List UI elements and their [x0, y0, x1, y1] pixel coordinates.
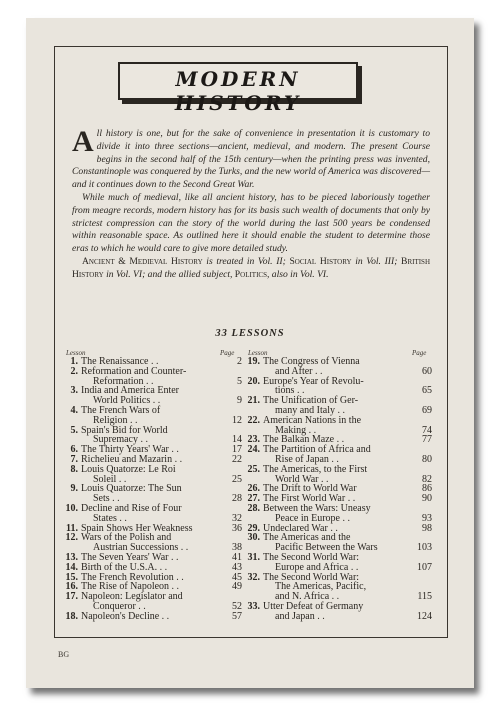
lesson-title — [263, 377, 408, 397]
lesson-title-line: The Congress of Vienna — [263, 356, 360, 367]
lesson-title-line: Louis Quatorze: The Sun — [81, 483, 182, 495]
lesson-title-line: and After . . — [263, 367, 408, 377]
lesson-number: 26. — [247, 483, 260, 495]
lesson-title — [81, 592, 218, 612]
lesson-page: 36 — [232, 522, 242, 534]
lessons-column-right — [246, 357, 432, 622]
ref-social-history: Social History — [289, 255, 352, 267]
ref-text-4: , also in Vol. VI. — [266, 268, 329, 280]
lesson-number: 13. — [65, 551, 78, 563]
lesson-title-line: Between the Wars: Uneasy — [263, 502, 371, 514]
lesson-title-line: Spain's Bid for World — [81, 424, 168, 436]
lesson-page: 77 — [422, 434, 432, 446]
lesson-number: 15. — [65, 571, 78, 583]
lesson-title-line: The Second World War: — [263, 551, 360, 563]
lesson-number: 28. — [247, 502, 260, 514]
lesson-title — [81, 504, 218, 524]
lesson-title-line: The Rise of Napoleon . . — [81, 582, 218, 592]
intro-paragraph-2: While much of medieval, like all ancient history, has to be pieced laboriously together from meagre records, modern history has for its basis such wealth of documents that only by strictest compression can the story of the world during the last 500 years be condensed within reasonable space. As outlined here it should enable the student to determine those eras to which he would care to give more detailed study. — [72, 191, 430, 255]
lesson-page: 124 — [417, 610, 432, 622]
lesson-title-line: tions . . — [263, 386, 408, 396]
title-banner — [118, 62, 358, 115]
lesson-title-line: and Japan . . — [263, 612, 408, 622]
lesson-title-line: States . . — [81, 514, 218, 524]
lesson-number: 6. — [70, 444, 78, 456]
lesson-title-line: The Second World War: — [263, 571, 360, 583]
lesson-page: 57 — [232, 610, 242, 622]
lessons-column-left — [64, 357, 242, 622]
lesson-title-line: The French Wars of — [81, 404, 161, 416]
lesson-title — [81, 533, 218, 553]
lesson-title-line: Rise of Japan . . — [263, 455, 408, 465]
lesson-number: 19. — [247, 356, 260, 367]
lesson-title-line: World Politics . . — [81, 396, 218, 406]
left-lesson-label: Lesson — [66, 349, 86, 357]
lesson-number: 33. — [247, 600, 260, 612]
lesson-row — [246, 357, 432, 377]
lesson-number: 30. — [247, 532, 260, 544]
lesson-number: 29. — [247, 522, 260, 534]
lesson-page: 60 — [422, 365, 432, 377]
lesson-page: 80 — [422, 453, 432, 465]
left-page-label: Page — [220, 349, 235, 357]
lesson-page: 90 — [422, 493, 432, 505]
lesson-page: 28 — [232, 493, 242, 505]
lesson-page: 45 — [232, 571, 242, 583]
lesson-title — [81, 386, 218, 406]
lesson-row — [246, 533, 432, 553]
lesson-title-line: Louis Quatorze: Le Roi — [81, 463, 176, 475]
lesson-number: 24. — [247, 444, 260, 456]
lesson-number: 23. — [247, 434, 260, 446]
lesson-title-line: The Americas, to the First — [263, 463, 368, 475]
lesson-number: 20. — [247, 375, 260, 387]
lesson-title — [263, 602, 408, 622]
lesson-title-line: The Unification of Ger- — [263, 395, 359, 407]
lesson-title-line: Europe and Africa . . — [263, 563, 408, 573]
lesson-page: 52 — [232, 600, 242, 612]
lesson-number: 31. — [247, 551, 260, 563]
lesson-number: 8. — [70, 463, 78, 475]
lesson-title-line: Religion . . — [81, 416, 218, 426]
lesson-number: 25. — [247, 463, 260, 475]
lesson-number: 5. — [70, 424, 78, 436]
lesson-page: 107 — [417, 561, 432, 573]
lesson-number: 11. — [66, 522, 78, 534]
lesson-row — [246, 504, 432, 524]
lesson-number: 2. — [70, 365, 78, 377]
ref-text-2: in Vol. III; — [351, 255, 402, 267]
lesson-title — [263, 396, 408, 416]
lesson-title-line: The Drift to World War — [263, 483, 357, 495]
intro-paragraph-1-text: ll history is one, but for the sake of convenience in presentation it is customary to divide it into three sections—ancient, medieval, and modern. The present Course begins in the second half of the 15th century—when the printing press was invented, Constantinople was conquered by the Turks, and the new world of America was discovered—and it continues down to the Second Great War. — [72, 128, 430, 191]
lesson-title-line: Birth of the U.S.A. . . — [81, 563, 218, 573]
lesson-title — [81, 367, 218, 387]
lesson-number: 17. — [65, 591, 78, 603]
lesson-title-line: Utter Defeat of Germany — [263, 600, 364, 612]
lesson-title-line: Reformation and Counter- — [81, 365, 187, 377]
lesson-row — [246, 377, 432, 397]
lesson-title-line: Making . . — [263, 426, 408, 436]
drop-cap: A — [72, 125, 94, 158]
lesson-title — [263, 573, 408, 602]
intro-text — [72, 125, 431, 282]
lesson-row — [64, 504, 242, 524]
lesson-title-line: Austrian Successions . . — [81, 543, 218, 553]
lesson-row — [64, 592, 242, 612]
lesson-row — [64, 612, 242, 622]
lesson-page: 115 — [417, 591, 432, 603]
ref-ancient-medieval: Ancient & Medieval History — [82, 255, 203, 267]
lesson-page: 9 — [237, 395, 242, 407]
lesson-title — [263, 465, 408, 485]
lesson-title-line: Peace in Europe . . — [263, 514, 408, 524]
lesson-title — [263, 553, 408, 573]
lesson-number: 1. — [70, 356, 78, 367]
lesson-row — [64, 406, 242, 426]
lesson-page: 32 — [232, 512, 242, 524]
lesson-title-line: many and Italy . . — [263, 406, 408, 416]
lesson-row — [64, 426, 242, 446]
lesson-row — [246, 573, 432, 602]
lesson-row — [246, 602, 432, 622]
lesson-title-line: The Americas, Pacific, — [275, 581, 367, 593]
lesson-title-line: India and America Enter — [81, 385, 180, 397]
lesson-page: 74 — [422, 424, 432, 436]
lesson-title — [81, 465, 218, 485]
lesson-title-line: The Partition of Africa and — [263, 444, 371, 456]
lesson-page: 82 — [422, 473, 432, 485]
lesson-number: 27. — [247, 493, 260, 505]
lesson-row — [64, 367, 242, 387]
lesson-page: 41 — [232, 551, 242, 563]
lesson-title-line: World War . . — [263, 475, 408, 485]
lesson-number: 9. — [70, 483, 78, 495]
lesson-row — [64, 386, 242, 406]
lesson-page: 86 — [422, 483, 432, 495]
lesson-page: 14 — [232, 434, 242, 446]
lesson-row — [246, 465, 432, 485]
lesson-title-line: The Balkan Maze . . — [263, 435, 408, 445]
lesson-row — [64, 484, 242, 504]
lesson-number: 3. — [70, 385, 78, 397]
lesson-number: 18. — [65, 610, 78, 622]
lesson-title-line: Pacific Between the Wars — [275, 542, 378, 554]
lesson-page: 43 — [232, 561, 242, 573]
right-page-label: Page — [412, 349, 427, 357]
lesson-page: 17 — [232, 444, 242, 456]
lesson-number: 14. — [65, 561, 78, 573]
lesson-title-line: Decline and Rise of Four — [81, 502, 182, 514]
lesson-number: 21. — [247, 395, 260, 407]
lesson-page: 2 — [237, 356, 242, 367]
lesson-number: 32. — [247, 571, 260, 583]
lesson-page: 93 — [422, 512, 432, 524]
lesson-number: 22. — [247, 414, 260, 426]
lesson-title-line: Napoleon's Decline . . — [81, 612, 218, 622]
page-number: BG — [58, 650, 70, 659]
lesson-row — [246, 553, 432, 573]
intro-paragraph-1 — [72, 125, 430, 192]
lesson-number: 16. — [65, 581, 78, 593]
lesson-title-line: The Thirty Years' War . . — [81, 445, 218, 455]
lesson-page: 22 — [232, 453, 242, 465]
lesson-title-line: Supremacy . . — [81, 435, 218, 445]
lesson-page: 103 — [417, 542, 432, 554]
lesson-title-line: Conqueror . . — [81, 602, 218, 612]
lesson-title-line: Wars of the Polish and — [81, 532, 172, 544]
lesson-page: 5 — [237, 375, 242, 387]
lesson-title — [263, 533, 408, 553]
lesson-title-line: Europe's Year of Revolu- — [263, 375, 364, 387]
page-title: MODERN HISTORY — [174, 67, 302, 115]
lesson-title-line: Soleil . . — [81, 475, 218, 485]
lesson-number: 4. — [70, 404, 78, 416]
lesson-title-line: Reformation . . — [81, 377, 218, 387]
ref-text-1: is treated in Vol. II; — [202, 255, 290, 267]
lesson-title-line: Undeclared War . . — [263, 524, 408, 534]
lesson-number: 10. — [65, 502, 78, 514]
lesson-page: 69 — [422, 404, 432, 416]
lesson-page: 38 — [232, 542, 242, 554]
volume-references — [72, 256, 430, 282]
lesson-number: 7. — [70, 453, 78, 465]
lesson-title-line: Napoleon: Legislator and — [81, 591, 183, 603]
lesson-title-line: The Renaissance . . — [81, 357, 218, 367]
ref-british-history: British History — [72, 255, 431, 280]
lesson-title — [263, 357, 408, 377]
lesson-row — [246, 416, 432, 436]
lesson-row — [64, 465, 242, 485]
lesson-title — [81, 426, 218, 446]
lesson-title-line: The Americas and the — [263, 532, 351, 544]
lesson-title-line: and N. Africa . . — [263, 592, 408, 602]
lesson-row — [64, 533, 242, 553]
lesson-title — [263, 416, 408, 436]
lesson-title — [263, 504, 408, 524]
lesson-page: 12 — [232, 414, 242, 426]
lesson-title-line: American Nations in the — [263, 414, 362, 426]
lesson-page: 98 — [422, 522, 432, 534]
lesson-title-line: The Seven Years' War . . — [81, 553, 218, 563]
lesson-title-line: Sets . . — [81, 494, 218, 504]
lesson-title-line: The First World War . . — [263, 494, 408, 504]
lesson-title — [81, 612, 218, 622]
lesson-number: 12. — [65, 532, 78, 544]
lesson-page: 65 — [422, 385, 432, 397]
lesson-title — [81, 484, 218, 504]
lesson-title-line: Spain Shows Her Weakness — [81, 522, 193, 534]
lesson-page: 25 — [232, 473, 242, 485]
lesson-title-line: The French Revolution . . — [81, 573, 218, 583]
lesson-title — [263, 445, 408, 465]
ref-politics: Politics — [234, 268, 267, 280]
lessons-heading: 33 LESSONS — [215, 328, 285, 339]
lesson-row — [246, 445, 432, 465]
lesson-title — [81, 406, 218, 426]
ref-text-3: in Vol. VI; and the allied subject, — [103, 268, 235, 280]
lesson-page: 49 — [232, 581, 242, 593]
lesson-title-line: Richelieu and Mazarin . . — [81, 455, 218, 465]
right-lesson-label: Lesson — [248, 349, 268, 357]
lesson-row — [246, 396, 432, 416]
